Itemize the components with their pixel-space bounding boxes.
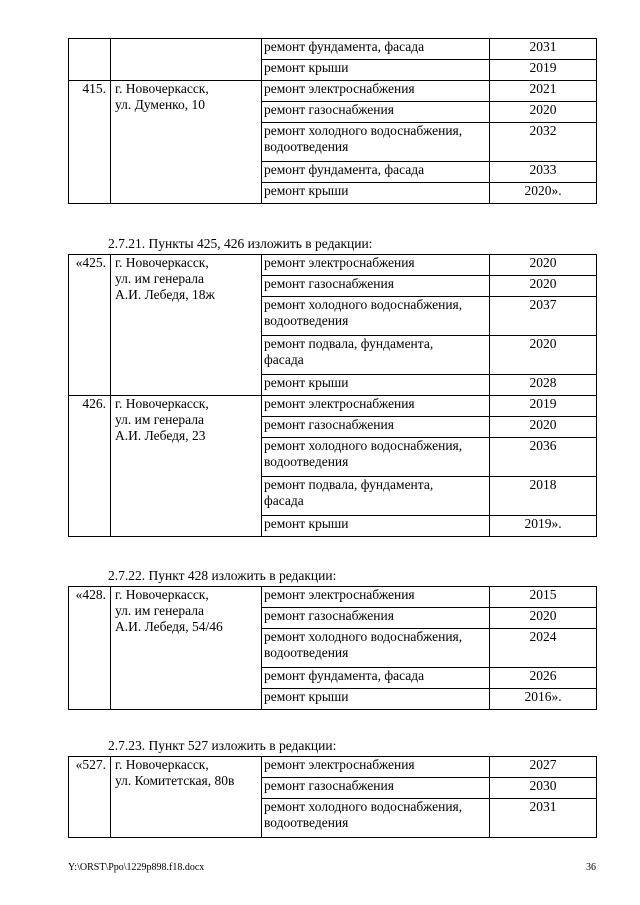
item-number: 426. bbox=[69, 396, 111, 537]
address-cell: г. Новочеркасск, ул. им генерала А.И. Лебедя, 54/46 bbox=[111, 587, 262, 710]
item-number: «428. bbox=[69, 587, 111, 710]
year-cell: 2026 bbox=[490, 668, 597, 689]
work-type-cell: ремонт крыши bbox=[262, 689, 490, 710]
table-row bbox=[69, 39, 597, 60]
year-cell: 2027 bbox=[490, 757, 597, 778]
footer-page-number: 36 bbox=[586, 862, 596, 873]
address-cell: г. Новочеркасск, ул. им генерала А.И. Лебедя, 18ж bbox=[111, 255, 262, 396]
table-point-428 bbox=[68, 586, 597, 710]
work-type-cell: ремонт подвала, фундамента, фасада bbox=[262, 336, 490, 375]
work-type-cell: ремонт холодного водоснабжения, водоотведения bbox=[262, 297, 490, 336]
work-type-cell: ремонт электроснабжения bbox=[262, 396, 490, 417]
table-row bbox=[69, 396, 597, 417]
table-row bbox=[69, 587, 597, 608]
year-cell: 2015 bbox=[490, 587, 597, 608]
year-cell: 2032 bbox=[490, 123, 597, 162]
section-heading: 2.7.22. Пункт 428 изложить в редакции: bbox=[108, 568, 337, 583]
work-type-cell: ремонт газоснабжения bbox=[262, 102, 490, 123]
year-cell: 2020 bbox=[490, 255, 597, 276]
work-type-cell: ремонт крыши bbox=[262, 516, 490, 537]
work-type-cell: ремонт электроснабжения bbox=[262, 587, 490, 608]
work-type-cell: ремонт холодного водоснабжения, водоотведения bbox=[262, 123, 490, 162]
work-type-cell: ремонт газоснабжения bbox=[262, 276, 490, 297]
work-type-cell: ремонт фундамента, фасада bbox=[262, 668, 490, 689]
table-points-425-426 bbox=[68, 254, 597, 537]
year-cell: 2019 bbox=[490, 396, 597, 417]
work-type-cell: ремонт газоснабжения bbox=[262, 778, 490, 799]
section-heading: 2.7.23. Пункт 527 изложить в редакции: bbox=[108, 738, 337, 753]
address-cell bbox=[111, 39, 262, 81]
year-cell: 2019 bbox=[490, 60, 597, 81]
year-cell: 2020 bbox=[490, 276, 597, 297]
table-row bbox=[69, 757, 597, 778]
work-type-cell: ремонт крыши bbox=[262, 375, 490, 396]
work-type-cell: ремонт крыши bbox=[262, 183, 490, 204]
work-type-cell: ремонт электроснабжения bbox=[262, 757, 490, 778]
year-cell: 2030 bbox=[490, 778, 597, 799]
year-cell: 2020 bbox=[490, 417, 597, 438]
year-cell: 2020 bbox=[490, 608, 597, 629]
year-cell: 2020». bbox=[490, 183, 597, 204]
year-cell: 2024 bbox=[490, 629, 597, 668]
item-number: 415. bbox=[69, 81, 111, 204]
work-type-cell: ремонт холодного водоснабжения, водоотведения bbox=[262, 629, 490, 668]
year-cell: 2021 bbox=[490, 81, 597, 102]
work-type-cell: ремонт электроснабжения bbox=[262, 255, 490, 276]
year-cell: 2033 bbox=[490, 162, 597, 183]
year-cell: 2037 bbox=[490, 297, 597, 336]
year-cell: 2016». bbox=[490, 689, 597, 710]
table-row bbox=[69, 255, 597, 276]
work-type-cell: ремонт газоснабжения bbox=[262, 417, 490, 438]
year-cell: 2020 bbox=[490, 336, 597, 375]
work-type-cell: ремонт электроснабжения bbox=[262, 81, 490, 102]
footer-file-path: Y:\ORST\Ppo\1229p898.f18.docx bbox=[68, 862, 205, 873]
year-cell: 2019». bbox=[490, 516, 597, 537]
work-type-cell: ремонт холодного водоснабжения, водоотведения bbox=[262, 799, 490, 838]
address-cell: г. Новочеркасск, ул. им генерала А.И. Лебедя, 23 bbox=[111, 396, 262, 537]
work-type-cell: ремонт фундамента, фасада bbox=[262, 162, 490, 183]
year-cell: 2031 bbox=[490, 799, 597, 838]
table-point-527 bbox=[68, 756, 597, 838]
work-type-cell: ремонт холодного водоснабжения, водоотведения bbox=[262, 438, 490, 477]
year-cell: 2020 bbox=[490, 102, 597, 123]
address-cell: г. Новочеркасск, ул. Комитетская, 80в bbox=[111, 757, 262, 838]
work-type-cell: ремонт газоснабжения bbox=[262, 608, 490, 629]
address-cell: г. Новочеркасск, ул. Думенко, 10 bbox=[111, 81, 262, 204]
year-cell: 2031 bbox=[490, 39, 597, 60]
table-continuation bbox=[68, 38, 597, 204]
item-number bbox=[69, 39, 111, 81]
year-cell: 2018 bbox=[490, 477, 597, 516]
work-type-cell: ремонт крыши bbox=[262, 60, 490, 81]
table-row bbox=[69, 81, 597, 102]
work-type-cell: ремонт подвала, фундамента, фасада bbox=[262, 477, 490, 516]
work-type-cell: ремонт фундамента, фасада bbox=[262, 39, 490, 60]
year-cell: 2028 bbox=[490, 375, 597, 396]
year-cell: 2036 bbox=[490, 438, 597, 477]
item-number: «425. bbox=[69, 255, 111, 396]
section-heading: 2.7.21. Пункты 425, 426 изложить в редакции: bbox=[108, 236, 373, 251]
item-number: «527. bbox=[69, 757, 111, 838]
